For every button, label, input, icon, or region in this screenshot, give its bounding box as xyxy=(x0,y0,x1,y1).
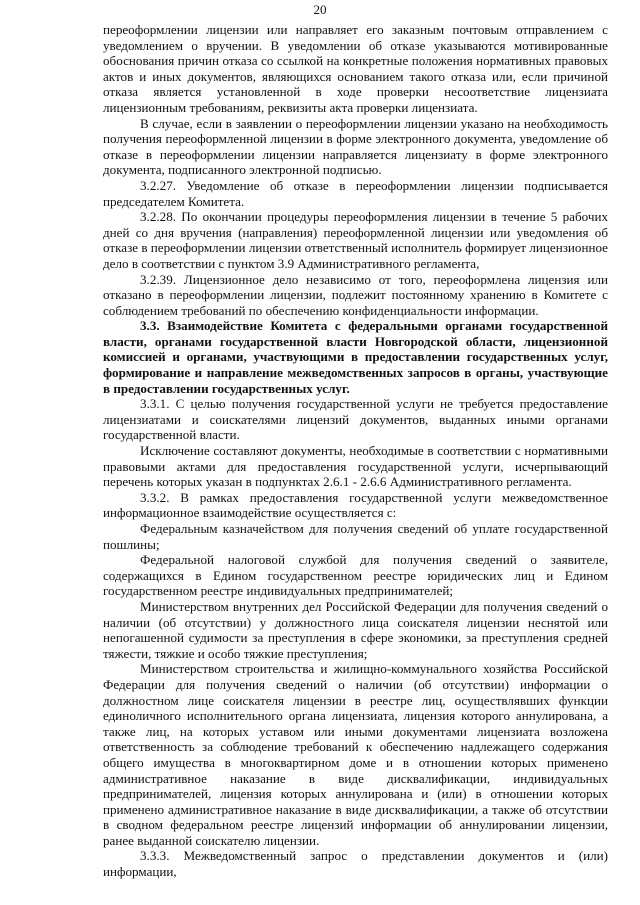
paragraph-electronic-notice: В случае, если в заявлении о переоформлении лицензии указано на необходимость получения переоформленной лицензии в форме электронного документа, уведомление об отказе в переоформлении лицензии направляется лицензиату в форме электронного документа, подписанного электронной подписью. xyxy=(103,115,608,178)
paragraph-3-2-39: 3.2.39. Лицензионное дело независимо от того, переоформлена лицензия или отказано в переоформлении лицензии, подлежит постоянному хранению в Комитете с соблюдением требований по обеспечению конфиденциальности информации. xyxy=(103,271,608,318)
list-item-construction-ministry: Министерством строительства и жилищно-коммунального хозяйства Российской Федерации для получения сведений о наличии (об отсутствии) информации о должностном лице соискателя лицензии в реестре лиц, осуществлявших функции единоличного исполнительного органа лицензиата, лицензия которого аннулирована, а также лиц, на которых уставом или иными документами лицензиата возложена ответственность за соблюдение требований к обеспечению надлежащего содержания общего имущества в многоквартирном доме и в отношении которых применено административное наказание в виде дисквалификации, индивидуальных предпринимателей, лицензия которых аннулирована и (или) в отношении которых применено административное наказание в виде дисквалификации, а также об отсутствии в сводном федеральном реестре лицензий информации об аннулировании лицензии, ранее выданной соискателю лицензии. xyxy=(103,661,608,848)
paragraph-exception: Исключение составляют документы, необходимые в соответствии с нормативными правовыми актами для предоставления государственной услуги, исчерпывающий перечень которых указан в подпунктах 2.6.1 - 2.6.6 Административного регламента. xyxy=(103,443,608,490)
list-item-tax-service: Федеральной налоговой службой для получения сведений о заявителе, содержащихся в Едином государственном реестре юридических лиц и Едином государственном реестре индивидуальных предпринимателей; xyxy=(103,552,608,599)
paragraph-3-3-1: 3.3.1. С целью получения государственной услуги не требуется предоставление лицензиатами и соискателями лицензий документов, выданных иными органами государственной власти. xyxy=(103,396,608,443)
list-item-interior-ministry: Министерством внутренних дел Российской Федерации для получения сведений о наличии (об отсутствии) у должностного лица соискателя лицензии неснятой или непогашенной судимости за преступления в сфере экономики, за преступления средней тяжести, тяжкие и особо тяжкие преступления; xyxy=(103,598,608,661)
paragraph-3-2-27: 3.2.27. Уведомление об отказе в переоформлении лицензии подписывается председателем Комитета. xyxy=(103,177,608,209)
document-body xyxy=(103,22,608,880)
paragraph-3-2-28: 3.2.28. По окончании процедуры переоформления лицензии в течение 5 рабочих дней со дня вручения (направления) переоформленной лицензии или уведомления об отказе в переоформлении лицензии ответственный исполнитель формирует лицензионное дело в соответствии с пунктом 3.9 Административного регламента, xyxy=(103,209,608,271)
page-number: 20 xyxy=(313,2,327,17)
paragraph-3-3-2: 3.3.2. В рамках предоставления государственной услуги межведомственное информационное взаимодействие осуществляется с: xyxy=(103,489,608,521)
paragraph-3-3-3: 3.3.3. Межведомственный запрос о представлении документов и (или) информации, xyxy=(103,848,608,880)
list-item-treasury: Федеральным казначейством для получения сведений об уплате государственной пошлины; xyxy=(103,521,608,552)
paragraph-refusal-notice: переоформлении лицензии или направляет его заказным почтовым отправлением с уведомлением о вручении. В уведомлении об отказе указываются мотивированные обоснования причин отказа со ссылкой на конкретные положения нормативных правовых актов и иных документов, являющихся основанием такого отказа или, если причиной отказа является установленной в ходе проверки несоответствие лицензиата лицензионным требованиям, реквизиты акта проверки лицензиата. xyxy=(103,22,608,115)
section-heading-3-3: 3.3. Взаимодействие Комитета с федеральными органами государственной власти, органами государственной власти Новгородской области, лицензионной комиссией и органами, участвующими в предоставлении государственных услуг, формирование и направление межведомственных запросов в органы, участвующие в предоставлении государственных услуг. xyxy=(103,318,608,396)
